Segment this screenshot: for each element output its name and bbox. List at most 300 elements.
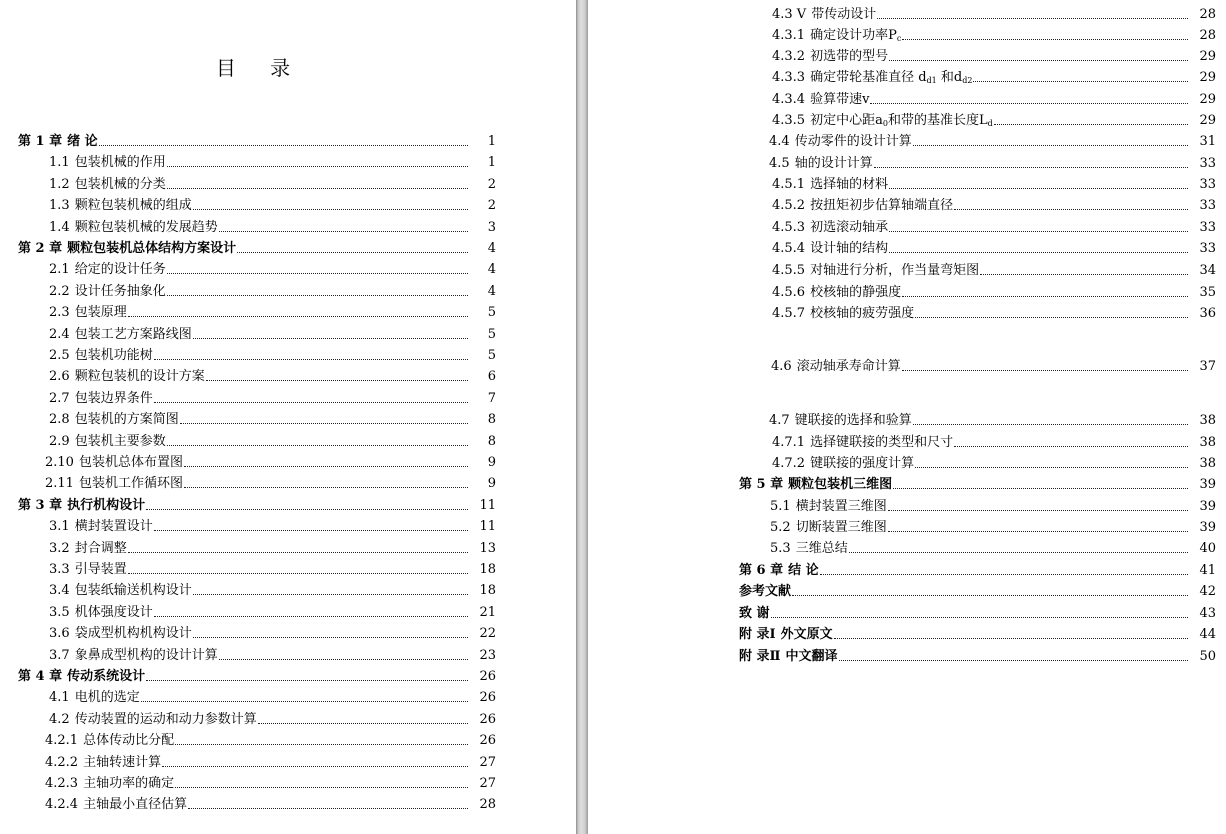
toc-dot-leader <box>128 551 468 553</box>
toc-entry-number: 5.3 <box>770 541 791 556</box>
toc-entry-title-text: 传动系统设计 <box>67 669 146 684</box>
toc-dot-leader <box>99 144 468 146</box>
toc-entry-title <box>83 797 188 813</box>
toc-entry-title-text: 主轴转速计算 <box>83 754 162 770</box>
toc-entry-page-number: 11 <box>479 519 496 535</box>
toc-dot-leader <box>820 573 1188 575</box>
toc-entry-number: 4.1 <box>49 690 70 706</box>
toc-entry-title-text: 给定的设计任务 <box>74 262 166 278</box>
toc-entry-page-number: 21 <box>479 604 496 620</box>
toc-entry-page-number: 50 <box>1199 649 1216 664</box>
toc-entry-title <box>785 649 838 665</box>
toc-entry[interactable] <box>772 88 1216 108</box>
toc-entry-number: 4.3.2 <box>772 49 806 64</box>
toc-dot-leader <box>167 165 468 167</box>
toc-entry-title-text: 包装纸输送机构设计 <box>74 583 192 599</box>
toc-entry-title-text: 和带的基准长度L <box>887 113 988 128</box>
toc-entry-number: 1.2 <box>49 176 70 192</box>
toc-entry[interactable] <box>769 152 1216 172</box>
toc-entry-page-number: 38 <box>1199 456 1216 471</box>
toc-entry-number: 4.5.7 <box>772 306 806 321</box>
toc-entry[interactable] <box>49 173 496 193</box>
toc-entry[interactable] <box>49 708 496 728</box>
toc-entry-title <box>810 113 994 129</box>
toc-entry-page-number: 26 <box>479 690 496 706</box>
toc-entry[interactable] <box>18 237 496 257</box>
toc-entry-page-number: 39 <box>1199 499 1216 514</box>
toc-dot-leader <box>834 637 1188 639</box>
toc-entry[interactable] <box>772 281 1216 301</box>
toc-entry-title <box>796 499 888 515</box>
toc-entry[interactable] <box>18 494 496 514</box>
toc-entry-page-number: 29 <box>1199 92 1216 107</box>
toc-entry-page-number: 38 <box>1199 413 1216 428</box>
toc-dot-leader <box>258 722 468 724</box>
toc-entry-number: 第 3 章 <box>18 497 63 513</box>
toc-entry-page-number: 38 <box>1199 435 1216 450</box>
toc-entry-page-number: 2 <box>487 176 496 192</box>
toc-entry-title <box>67 134 99 150</box>
toc-entry-number: 2.9 <box>49 433 70 449</box>
toc-entry-page-number: 29 <box>1199 70 1216 85</box>
toc-entry[interactable] <box>49 280 496 300</box>
toc-entry[interactable] <box>739 623 1216 643</box>
toc-entry-page-number: 9 <box>487 476 496 492</box>
toc-entry-title <box>810 435 954 451</box>
toc-entry[interactable] <box>772 109 1216 129</box>
toc-entry-number: 2.10 <box>45 455 74 470</box>
toc-entry-number: 3.1 <box>49 519 70 535</box>
toc-entry-title <box>788 563 820 579</box>
toc-entry-page-number: 8 <box>487 412 496 428</box>
toc-dot-leader <box>193 636 468 638</box>
toc-entry-page-number: 33 <box>1199 241 1216 256</box>
toc-entry[interactable] <box>49 258 496 278</box>
toc-entry[interactable] <box>49 622 496 642</box>
toc-entry-number: 5.2 <box>770 520 791 535</box>
toc-entry[interactable] <box>772 302 1216 322</box>
toc-entry-number: 3.5 <box>49 604 70 620</box>
toc-entry-title-text: 滚动轴承寿命计算 <box>796 359 901 374</box>
toc-dot-leader <box>146 508 468 510</box>
toc-dot-leader <box>874 166 1188 168</box>
toc-entry[interactable] <box>18 130 496 150</box>
toc-entry-title-text: 包装工艺方案路线图 <box>74 326 192 342</box>
toc-dot-leader <box>184 465 468 467</box>
toc-dot-leader <box>167 294 468 296</box>
toc-entry-title <box>810 92 870 108</box>
toc-dot-leader <box>154 358 468 360</box>
toc-entry-subscript: d2 <box>962 76 973 85</box>
toc-entry-page-number: 4 <box>487 241 496 256</box>
toc-dot-leader <box>902 295 1188 297</box>
toc-dot-leader <box>913 144 1188 146</box>
toc-entry[interactable] <box>45 451 496 471</box>
toc-dot-leader <box>771 616 1188 618</box>
toc-entry-number: 1.1 <box>49 155 70 171</box>
toc-entry-number: 4.3.1 <box>772 28 806 43</box>
toc-entry[interactable] <box>49 365 496 385</box>
toc-entry[interactable] <box>772 24 1216 44</box>
toc-dot-leader <box>889 230 1188 232</box>
toc-entry-page-number: 28 <box>479 797 496 813</box>
toc-entry-title-text: 验算带速v <box>810 92 870 107</box>
toc-entry-title <box>75 305 128 321</box>
toc-entry-number: 4.3 V <box>772 7 807 22</box>
toc-entry-title-text: 初定中心距a <box>810 113 883 128</box>
toc-entry-title-text: 键联接的选择和验算 <box>794 413 912 428</box>
toc-entry[interactable] <box>770 495 1216 515</box>
toc-entry-title <box>810 49 889 65</box>
toc-entry-title <box>83 755 162 771</box>
toc-entry-page-number: 5 <box>487 348 496 363</box>
toc-entry[interactable] <box>772 173 1216 193</box>
toc-entry[interactable] <box>49 515 496 535</box>
toc-entry-page-number: 33 <box>1199 198 1216 213</box>
toc-entry[interactable] <box>772 216 1216 236</box>
toc-entry-number: 附 录Ⅰ <box>739 627 776 642</box>
toc-entry[interactable] <box>49 408 496 428</box>
toc-entry-title <box>75 284 167 300</box>
toc-dot-leader <box>141 700 468 702</box>
toc-entry-number: 4.7.2 <box>772 456 806 471</box>
toc-entry[interactable] <box>49 601 496 621</box>
toc-entry-title <box>75 690 141 706</box>
toc-entry-number: 4.2.3 <box>45 776 79 791</box>
toc-entry-title-text: 封合调整 <box>74 540 127 556</box>
toc-entry-number: 2.7 <box>49 390 70 406</box>
toc-entry-title-text: 确定设计功率P <box>810 28 897 43</box>
toc-entry-page-number: 39 <box>1199 477 1216 492</box>
toc-entry-title <box>83 733 175 749</box>
toc-entry-title-text: 颗粒包装机的设计方案 <box>74 369 205 385</box>
toc-entry-title-text: 选择轴的材料 <box>810 177 889 192</box>
toc-entry-number: 4.5.6 <box>772 285 806 300</box>
toc-entry-title <box>67 241 237 257</box>
toc-entry-title <box>810 177 889 193</box>
toc-entry-title-text: 选择键联接的类型和尺寸 <box>810 435 954 450</box>
toc-entry[interactable] <box>771 355 1216 375</box>
toc-entry-title <box>795 156 874 172</box>
toc-entry-page-number: 26 <box>479 733 496 749</box>
toc-entry-title <box>75 262 167 278</box>
toc-entry-page-number: 5 <box>487 305 496 321</box>
toc-entry[interactable] <box>49 579 496 599</box>
toc-entry-title-text: 包装边界条件 <box>74 390 153 406</box>
toc-page-left <box>0 0 576 834</box>
toc-entry-number: 2.1 <box>49 262 70 278</box>
toc-entry-number: 2.3 <box>49 305 70 321</box>
toc-entry[interactable] <box>772 237 1216 257</box>
toc-entry-title <box>75 519 154 535</box>
toc-entry-title-text: 三维总结 <box>795 541 848 556</box>
toc-entry[interactable] <box>772 259 1216 279</box>
toc-entry[interactable] <box>770 537 1216 557</box>
toc-entry-title-text: 初选带的型号 <box>810 49 889 64</box>
toc-entry-number: 4.7.1 <box>772 435 806 450</box>
toc-entry[interactable] <box>769 409 1216 429</box>
toc-entry-page-number: 13 <box>479 540 496 556</box>
toc-entry-title <box>75 177 167 193</box>
toc-entry-title-text: 执行机构设计 <box>67 497 146 513</box>
toc-entry-title-text: 象鼻成型机构的设计计算 <box>74 647 218 663</box>
toc-entry-page-number: 29 <box>1199 113 1216 128</box>
toc-entry-number: 4.7 <box>769 413 790 428</box>
toc-dot-leader <box>954 208 1188 210</box>
toc-entry[interactable] <box>769 130 1216 150</box>
toc-entry-number: 4.3.4 <box>772 92 806 107</box>
toc-entry[interactable] <box>772 452 1216 472</box>
toc-entry-title-text: 主轴功率的确定 <box>83 776 175 791</box>
toc-dot-leader <box>792 594 1188 596</box>
toc-entry-subscript: 0 <box>882 119 888 128</box>
toc-entry-page-number: 1 <box>487 134 496 149</box>
toc-dot-leader <box>128 572 468 574</box>
toc-entry-page-number: 2 <box>487 198 496 214</box>
toc-entry-title <box>810 70 973 86</box>
toc-dot-leader <box>193 593 468 595</box>
toc-dot-leader <box>219 230 468 232</box>
toc-entry-title <box>810 28 902 44</box>
toc-entry-page-number: 18 <box>479 583 496 599</box>
toc-entry[interactable] <box>45 729 496 749</box>
toc-entry-number: 4.4 <box>769 134 790 149</box>
toc-dot-leader <box>193 208 468 210</box>
toc-entry[interactable] <box>772 194 1216 214</box>
toc-entry-title-text: 包装机主要参数 <box>74 433 166 449</box>
toc-entry[interactable] <box>18 665 496 685</box>
toc-dot-leader <box>889 187 1188 189</box>
toc-dot-leader <box>902 369 1188 371</box>
toc-entry[interactable] <box>49 216 496 236</box>
toc-entry-number: 1.4 <box>49 219 70 235</box>
toc-entry-page-number: 26 <box>479 669 496 684</box>
toc-entry-title <box>75 412 180 428</box>
toc-entry-number: 第 6 章 <box>739 563 784 578</box>
toc-entry[interactable] <box>45 772 496 792</box>
toc-entry-title <box>810 285 902 301</box>
toc-entry[interactable] <box>739 602 1216 622</box>
toc-entry-title-text: 和d <box>936 70 963 85</box>
toc-entry-title-text: 包装机总体布置图 <box>78 455 183 470</box>
toc-entry-subscript: d1 <box>926 76 937 85</box>
toc-entry-title-text: 参考文献 <box>739 584 792 599</box>
toc-entry-number: 4.5.1 <box>772 177 806 192</box>
toc-entry-title-text: 包装机械的分类 <box>74 176 166 192</box>
toc-entry-number: 4.5.4 <box>772 241 806 256</box>
toc-dot-leader <box>237 251 468 253</box>
toc-dot-leader <box>167 272 468 274</box>
toc-entry-number: 4.2.4 <box>45 797 79 813</box>
toc-entry-title-text: 对轴进行分析，作当量弯矩图 <box>810 263 980 278</box>
toc-entry-page-number: 26 <box>479 711 496 727</box>
toc-entry-title <box>67 669 146 685</box>
toc-entry[interactable] <box>49 151 496 171</box>
toc-entry-title-text: 切断装置三维图 <box>795 520 887 535</box>
toc-entry-title <box>795 413 913 429</box>
toc-entry-title <box>810 198 954 214</box>
toc-entry-title-text: 包装机功能树 <box>74 348 153 363</box>
toc-entry[interactable] <box>49 686 496 706</box>
toc-entry-title-text: 包装机工作循环图 <box>78 476 183 492</box>
toc-entry-number: 3.6 <box>49 626 70 642</box>
toc-entry-number: 附 录Ⅱ <box>739 649 781 664</box>
toc-entry-title <box>75 712 258 728</box>
toc-entry[interactable] <box>739 645 1216 665</box>
toc-entry-title <box>75 626 193 642</box>
toc-entry-title <box>739 606 771 622</box>
toc-entry-title-text: 外文原文 <box>780 627 833 642</box>
toc-entry[interactable] <box>49 344 496 364</box>
toc-entry-title-text: 按扭矩初步估算轴端直径 <box>810 198 954 213</box>
toc-entry[interactable] <box>45 793 496 813</box>
toc-entry-title-text: 横封装置设计 <box>74 519 153 535</box>
toc-entry-number: 3.4 <box>49 583 70 599</box>
toc-entry-number: 4.5.5 <box>772 263 806 278</box>
toc-entry-title <box>75 369 206 385</box>
toc-entry[interactable] <box>49 301 496 321</box>
toc-entry-title-text: 初选滚动轴承 <box>810 220 889 235</box>
toc-entry-title-text: 校核轴的疲劳强度 <box>810 306 915 321</box>
toc-entry-title-text: 包装机械的作用 <box>74 155 166 171</box>
toc-entry-page-number: 33 <box>1199 156 1216 171</box>
toc-entry-title <box>810 220 889 236</box>
page-gutter <box>576 0 588 834</box>
toc-entry-title-text: 横封装置三维图 <box>795 499 887 514</box>
toc-entry-page-number: 22 <box>479 626 496 642</box>
toc-dot-leader <box>162 765 468 767</box>
toc-dot-leader <box>954 445 1188 447</box>
toc-entry-page-number: 36 <box>1199 306 1216 321</box>
toc-entry-number: 2.2 <box>49 283 70 299</box>
toc-entry[interactable] <box>49 430 496 450</box>
toc-entry-title-text: 包装机的方案简图 <box>74 412 179 428</box>
toc-entry-title <box>810 241 889 257</box>
toc-entry-title-text: 设计轴的结构 <box>810 241 889 256</box>
toc-entry-page-number: 7 <box>487 390 496 406</box>
toc-entry-number: 3.7 <box>49 647 70 663</box>
toc-entry-subscript: c <box>896 34 902 43</box>
toc-entry[interactable] <box>49 387 496 407</box>
toc-entry-number: 2.5 <box>49 348 70 363</box>
toc-dot-leader <box>902 38 1188 40</box>
toc-dot-leader <box>839 659 1189 661</box>
toc-entry-title <box>797 359 902 375</box>
toc-entry-number: 2.4 <box>49 326 70 342</box>
toc-entry-page-number: 4 <box>487 283 496 299</box>
toc-entry-title-text: 传动装置的运动和动力参数计算 <box>74 711 257 727</box>
toc-entry-number: 5.1 <box>770 499 791 514</box>
toc-entry-page-number: 23 <box>479 647 496 663</box>
toc-dot-leader <box>175 786 468 788</box>
toc-entry-number: 第 1 章 <box>18 134 63 149</box>
toc-dot-leader <box>175 743 468 745</box>
toc-entry-page-number: 44 <box>1199 627 1216 642</box>
toc-entry[interactable] <box>772 45 1216 65</box>
toc-entry-title-text: 主轴最小直径估算 <box>83 797 188 813</box>
toc-entry-title <box>796 520 888 536</box>
toc-entry[interactable] <box>49 323 496 343</box>
toc-entry-title-text: 致 谢 <box>739 606 770 621</box>
toc-entry-page-number: 35 <box>1199 285 1216 300</box>
toc-dot-leader <box>167 187 468 189</box>
toc-entry-title <box>75 348 154 364</box>
toc-entry-title-text: 中文翻译 <box>785 649 838 664</box>
toc-entry-number: 4.3.3 <box>772 70 806 85</box>
toc-entry-page-number: 11 <box>479 497 496 513</box>
toc-dot-leader <box>180 422 468 424</box>
toc-dot-leader <box>128 315 468 317</box>
toc-entry-number: 2.8 <box>49 412 70 428</box>
toc-entry-number: 1.3 <box>49 198 70 214</box>
toc-dot-leader <box>973 80 1188 82</box>
toc-entry-page-number: 39 <box>1199 520 1216 535</box>
toc-entry-title-text: 包装原理 <box>74 305 127 321</box>
toc-entry-page-number: 27 <box>479 776 496 791</box>
toc-entry-title-text: 机体强度设计 <box>74 604 153 620</box>
toc-entry[interactable] <box>49 537 496 557</box>
toc-entry[interactable] <box>45 472 496 492</box>
toc-entry-page-number: 5 <box>487 326 496 342</box>
toc-entry-page-number: 18 <box>479 562 496 577</box>
toc-entry[interactable] <box>772 431 1216 451</box>
toc-page-right <box>588 0 1226 834</box>
toc-entry-page-number: 27 <box>479 754 496 770</box>
toc-dot-leader <box>849 551 1188 553</box>
toc-entry[interactable] <box>49 558 496 578</box>
toc-entry-page-number: 43 <box>1199 606 1216 621</box>
toc-entry-title <box>75 327 193 343</box>
toc-entry-title <box>810 456 915 472</box>
toc-entry-subscript: d <box>987 119 993 128</box>
toc-entry-title-text: 传动零件的设计计算 <box>794 134 912 149</box>
toc-dot-leader <box>915 466 1188 468</box>
toc-entry[interactable] <box>739 580 1216 600</box>
toc-entry-number: 4.5.3 <box>772 220 806 235</box>
toc-entry[interactable] <box>739 559 1216 579</box>
toc-entry-title <box>75 434 167 450</box>
toc-entry-page-number: 41 <box>1199 563 1216 578</box>
toc-entry-title-text: 引导装置 <box>74 562 127 577</box>
toc-dot-leader <box>889 251 1188 253</box>
toc-entry-number: 4.6 <box>771 359 792 374</box>
toc-dot-leader <box>219 658 468 660</box>
toc-entry[interactable] <box>772 3 1216 23</box>
toc-entry-title-text: 颗粒包装机三维图 <box>788 477 893 492</box>
toc-entry[interactable] <box>49 194 496 214</box>
toc-entry-page-number: 8 <box>487 433 496 449</box>
toc-entry[interactable] <box>770 516 1216 536</box>
toc-entry-page-number: 31 <box>1199 134 1216 149</box>
toc-dot-leader <box>188 807 468 809</box>
toc-dot-leader <box>994 123 1188 125</box>
toc-dot-leader <box>154 529 468 531</box>
toc-entry[interactable] <box>772 66 1216 86</box>
toc-entry-title <box>83 776 175 792</box>
toc-dot-leader <box>888 530 1188 532</box>
toc-entry[interactable] <box>739 473 1216 493</box>
toc-entry-page-number: 4 <box>487 262 496 278</box>
toc-entry-page-number: 29 <box>1199 49 1216 64</box>
toc-entry-page-number: 1 <box>487 155 496 171</box>
toc-entry-title <box>795 134 913 150</box>
toc-entry-title-text: 校核轴的静强度 <box>810 285 902 300</box>
toc-entry[interactable] <box>45 751 496 771</box>
toc-entry-title <box>75 155 167 171</box>
toc-entry[interactable] <box>49 644 496 664</box>
toc-heading: 目 录 <box>215 56 305 80</box>
toc-dot-leader <box>146 679 468 681</box>
